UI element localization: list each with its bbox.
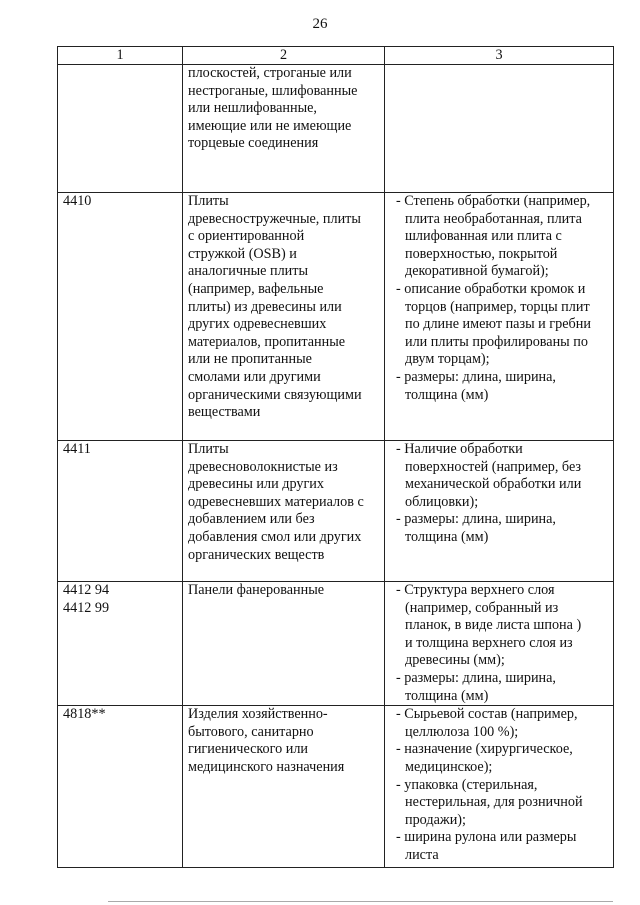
cell-text-line: - описание обработки кромок и — [396, 280, 586, 297]
features-cell — [385, 65, 614, 193]
cell-text-line: Плиты — [188, 193, 229, 209]
cell-text-line: - размеры: длина, ширина, — [396, 511, 556, 528]
cell-text-line: торцов (например, торцы плит — [405, 298, 590, 315]
cell-text-line: 4818** — [63, 706, 106, 723]
cell-text-line: или не пропитанные — [188, 351, 312, 368]
cell-text-line: поверхностью, покрытой — [405, 245, 558, 262]
table-header — [58, 47, 614, 65]
name-cell — [183, 193, 385, 441]
cell-text-line: плоскостей, строганые или — [188, 65, 352, 81]
cell-text-line: по длине имеют пазы и гребни — [405, 316, 591, 333]
cell-text-line: облицовки); — [405, 493, 479, 510]
page-number: 26 — [312, 16, 328, 32]
cell-text-line: древесностружечные, плиты — [188, 210, 361, 227]
cell-text-line: двум торцам); — [405, 351, 490, 368]
cell-text-line: аналогичные плиты — [188, 263, 308, 280]
cell-text-line: толщина (мм) — [405, 528, 489, 545]
code-cell — [58, 582, 183, 706]
table-row — [58, 706, 614, 868]
cell-text-line: материалов, пропитанные — [188, 333, 346, 350]
cell-text-line: или нешлифованные, — [188, 100, 317, 117]
cell-text-line: стружкой (OSB) и — [188, 245, 297, 262]
cell-text-line: толщина (мм) — [405, 386, 489, 403]
cell-text-line: шлифованная или плита с — [405, 228, 562, 245]
table-row — [58, 65, 614, 193]
cell-text-line: одревесневших материалов с — [188, 493, 364, 510]
cell-text-line: органическими связующими — [188, 386, 362, 403]
cell-text-line: листа — [405, 846, 439, 863]
cell-text-line: добавлением или без — [188, 511, 315, 528]
cell-text-line: нестроганые, шлифованные — [188, 82, 358, 99]
cell-text-line: древесноволокнистые из — [188, 458, 338, 475]
name-cell — [183, 65, 385, 193]
code-cell — [58, 193, 183, 441]
table-header-row — [58, 47, 614, 65]
cell-text-line: - Структура верхнего слоя — [396, 582, 555, 598]
name-cell — [183, 706, 385, 868]
cell-text-line: механической обработки или — [405, 476, 582, 493]
cell-text-line: медицинского назначения — [188, 758, 345, 775]
cell-text-line: Плиты — [188, 441, 229, 457]
cell-text-line: поверхностей (например, без — [405, 458, 582, 475]
cell-text-line: планок, в виде листа шпона ) — [405, 617, 582, 634]
cell-text-line: - Сырьевой состав (например, — [396, 706, 578, 723]
cell-text-line: - Степень обработки (например, — [396, 193, 591, 209]
table-row — [58, 582, 614, 706]
bottom-rule — [108, 901, 613, 902]
code-cell — [58, 441, 183, 582]
table-row — [58, 441, 614, 582]
features-cell — [385, 441, 614, 582]
cell-text-line: бытового, санитарно — [188, 723, 314, 740]
cell-text-line: имеющие или не имеющие — [188, 117, 352, 134]
name-cell — [183, 582, 385, 706]
cell-text-line: веществами — [188, 404, 261, 421]
classification-table — [57, 46, 614, 868]
cell-text-line: 4411 — [63, 441, 91, 457]
cell-text-line: или плиты профилированы по — [405, 333, 588, 350]
cell-text-line: древесины или других — [188, 476, 324, 493]
cell-text-line: - размеры: длина, ширина, — [396, 368, 556, 385]
code-cell — [58, 706, 183, 868]
cell-text-line: - ширина рулона или размеры — [396, 829, 577, 846]
cell-text-line: - Наличие обработки — [396, 441, 523, 457]
cell-text-line: Изделия хозяйственно- — [188, 706, 328, 723]
cell-text-line: (например, собранный из — [405, 599, 559, 616]
cell-text-line: - назначение (хирургическое, — [396, 741, 573, 758]
table-body — [58, 65, 614, 868]
cell-text-line: и толщина верхнего слоя из — [405, 634, 573, 651]
name-cell — [183, 441, 385, 582]
cell-text-line: нестерильная, для розничной — [405, 794, 583, 811]
cell-text-line: добавления смол или других — [188, 528, 362, 545]
cell-text-line: 4412 94 — [63, 582, 110, 598]
cell-text-line: торцевые соединения — [188, 135, 319, 152]
cell-text-line: декоративной бумагой); — [405, 263, 549, 280]
cell-text-line: толщина (мм) — [405, 687, 489, 704]
features-cell — [385, 582, 614, 706]
cell-text-line: медицинское); — [405, 758, 493, 775]
table-row — [58, 193, 614, 441]
cell-text-line: древесины (мм); — [405, 652, 505, 669]
cell-text-line: с ориентированной — [188, 228, 305, 245]
cell-text-line: Панели фанерованные — [188, 582, 325, 598]
cell-text-line: 4410 — [63, 193, 92, 209]
cell-text-line: других одревесневших — [188, 316, 327, 333]
cell-text-line: смолами или другими — [188, 368, 321, 385]
header-col-1: 1 — [58, 47, 183, 65]
header-col-3: 3 — [385, 47, 614, 65]
cell-text-line: - размеры: длина, ширина, — [396, 669, 556, 686]
features-cell — [385, 706, 614, 868]
cell-text-line: плита необработанная, плита — [405, 210, 582, 227]
header-col-2: 2 — [183, 47, 385, 65]
cell-text-line: гигиенического или — [188, 741, 309, 758]
cell-text-line: - упаковка (стерильная, — [396, 776, 538, 793]
cell-text-line: 4412 99 — [63, 599, 110, 616]
cell-text-line: плиты) из древесины или — [188, 298, 342, 315]
cell-text-line: (например, вафельные — [188, 280, 324, 297]
features-cell — [385, 193, 614, 441]
cell-text-line: продажи); — [405, 811, 466, 828]
code-cell — [58, 65, 183, 193]
cell-text-line: целлюлоза 100 %); — [405, 723, 519, 740]
cell-text-line: органических веществ — [188, 546, 325, 563]
